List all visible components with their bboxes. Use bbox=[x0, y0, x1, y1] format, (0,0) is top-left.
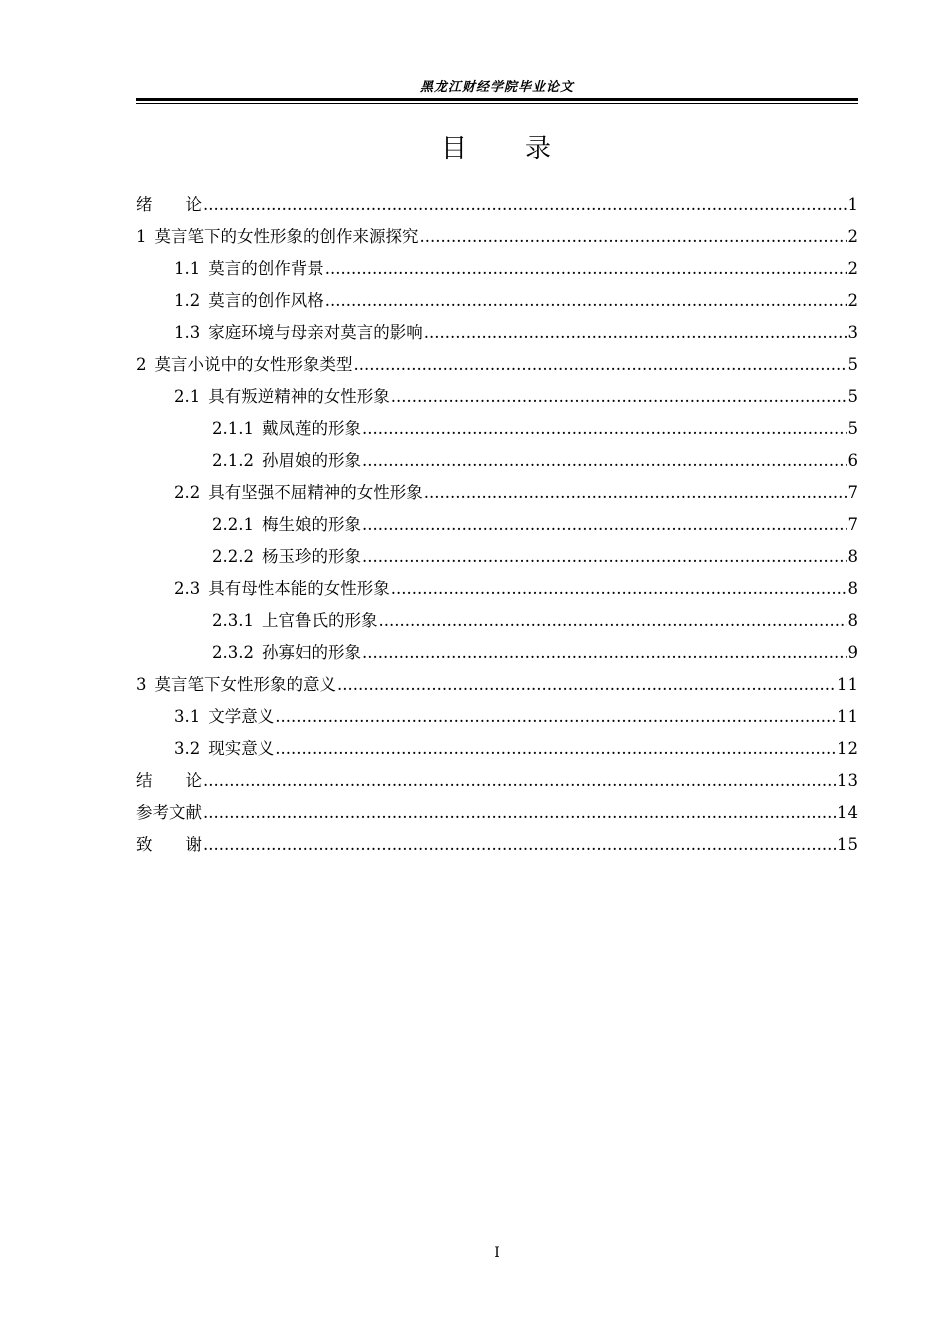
toc-entry[interactable] bbox=[136, 352, 858, 384]
toc-entry-title: 莫言的创作风格 bbox=[208, 291, 324, 310]
toc-list bbox=[136, 192, 858, 864]
toc-dot-leader bbox=[203, 192, 847, 218]
toc-entry[interactable] bbox=[136, 576, 858, 608]
toc-entry-title: 梅生娘的形象 bbox=[261, 515, 361, 534]
toc-dot-leader bbox=[362, 448, 847, 474]
toc-dot-leader bbox=[378, 608, 846, 634]
toc-entry-number: 2.2.2 bbox=[212, 547, 254, 566]
toc-title: 目 录 bbox=[440, 134, 553, 164]
toc-dot-leader bbox=[424, 480, 847, 506]
toc-dot-leader bbox=[337, 672, 836, 698]
toc-entry-page: 12 bbox=[837, 739, 858, 758]
toc-entry[interactable] bbox=[136, 704, 858, 736]
toc-entry-number: 2.1.2 bbox=[212, 451, 254, 470]
toc-entry-title: 孙寡妇的形象 bbox=[261, 643, 361, 662]
header-rule-thick bbox=[136, 98, 858, 101]
toc-entry-number: 3 bbox=[136, 675, 147, 694]
toc-entry[interactable] bbox=[136, 800, 858, 832]
toc-entry-page: 7 bbox=[847, 483, 858, 502]
toc-entry-number: 2.2.1 bbox=[212, 515, 254, 534]
toc-entry-page: 11 bbox=[837, 675, 858, 694]
toc-entry-title: 莫言笔下的女性形象的创作来源探究 bbox=[154, 227, 419, 246]
toc-entry-page: 8 bbox=[847, 611, 858, 630]
toc-dot-leader bbox=[424, 320, 847, 346]
toc-entry-number: 1.3 bbox=[174, 323, 201, 342]
toc-entry[interactable] bbox=[136, 320, 858, 352]
toc-dot-leader bbox=[362, 416, 847, 442]
toc-entry-title: 具有叛逆精神的女性形象 bbox=[208, 387, 390, 406]
toc-dot-leader bbox=[391, 384, 847, 410]
toc-entry-page: 7 bbox=[847, 515, 858, 534]
toc-entry-page: 5 bbox=[847, 387, 858, 406]
toc-entry-number: 2.1.1 bbox=[212, 419, 254, 438]
toc-entry-page: 2 bbox=[847, 259, 858, 278]
toc-entry-page: 15 bbox=[837, 835, 858, 854]
toc-entry-title: 结 论 bbox=[136, 771, 202, 790]
toc-dot-leader bbox=[203, 768, 836, 794]
toc-dot-leader bbox=[362, 640, 847, 666]
toc-entry-page: 2 bbox=[847, 227, 858, 246]
toc-entry-title: 杨玉珍的形象 bbox=[261, 547, 361, 566]
toc-dot-leader bbox=[420, 224, 847, 250]
toc-entry-number: 2.3 bbox=[174, 579, 201, 598]
toc-entry-title: 具有坚强不屈精神的女性形象 bbox=[208, 483, 423, 502]
toc-dot-leader bbox=[275, 704, 836, 730]
toc-entry-title: 上官鲁氏的形象 bbox=[261, 611, 378, 630]
toc-entry-title: 具有母性本能的女性形象 bbox=[208, 579, 390, 598]
toc-entry-number: 1 bbox=[136, 227, 147, 246]
toc-entry-title: 绪 论 bbox=[136, 195, 202, 214]
toc-entry[interactable] bbox=[136, 384, 858, 416]
toc-entry[interactable] bbox=[136, 640, 858, 672]
toc-entry-title: 家庭环境与母亲对莫言的影响 bbox=[208, 323, 423, 342]
toc-entry[interactable] bbox=[136, 256, 858, 288]
toc-entry-title: 现实意义 bbox=[208, 739, 275, 758]
toc-entry-number: 3.1 bbox=[174, 707, 201, 726]
toc-dot-leader bbox=[203, 832, 836, 858]
toc-entry[interactable] bbox=[136, 192, 858, 224]
toc-dot-leader bbox=[325, 256, 847, 282]
toc-dot-leader bbox=[275, 736, 836, 762]
toc-entry-number: 2.1 bbox=[174, 387, 201, 406]
toc-entry-title: 参考文献 bbox=[136, 803, 202, 822]
toc-entry[interactable] bbox=[136, 608, 858, 640]
toc-dot-leader bbox=[362, 544, 847, 570]
toc-entry-title: 戴凤莲的形象 bbox=[261, 419, 361, 438]
toc-entry-page: 2 bbox=[847, 291, 858, 310]
toc-entry-number: 2.3.2 bbox=[212, 643, 254, 662]
toc-entry[interactable] bbox=[136, 480, 858, 512]
toc-entry-page: 1 bbox=[847, 195, 858, 214]
toc-entry[interactable] bbox=[136, 544, 858, 576]
toc-entry-page: 14 bbox=[837, 803, 858, 822]
toc-entry[interactable] bbox=[136, 288, 858, 320]
footer-page-number: I bbox=[494, 1245, 500, 1261]
toc-entry-title: 莫言的创作背景 bbox=[208, 259, 324, 278]
toc-entry-page: 8 bbox=[847, 547, 858, 566]
toc-entry-number: 1.2 bbox=[174, 291, 201, 310]
toc-entry[interactable] bbox=[136, 448, 858, 480]
toc-entry-page: 5 bbox=[847, 419, 858, 438]
toc-dot-leader bbox=[362, 512, 847, 538]
toc-dot-leader bbox=[391, 576, 847, 602]
toc-entry-page: 3 bbox=[847, 323, 858, 342]
toc-entry-number: 2.3.1 bbox=[212, 611, 254, 630]
toc-entry-title: 莫言笔下女性形象的意义 bbox=[154, 675, 336, 694]
toc-entry[interactable] bbox=[136, 224, 858, 256]
toc-entry[interactable] bbox=[136, 416, 858, 448]
toc-entry-title: 莫言小说中的女性形象类型 bbox=[154, 355, 353, 374]
toc-entry-title: 致 谢 bbox=[136, 835, 202, 854]
toc-entry[interactable] bbox=[136, 672, 858, 704]
toc-dot-leader bbox=[325, 288, 847, 314]
toc-entry-title: 文学意义 bbox=[208, 707, 275, 726]
toc-entry-number: 3.2 bbox=[174, 739, 201, 758]
toc-entry-page: 6 bbox=[847, 451, 858, 470]
toc-entry[interactable] bbox=[136, 736, 858, 768]
toc-entry-page: 5 bbox=[847, 355, 858, 374]
toc-entry-page: 11 bbox=[837, 707, 858, 726]
toc-entry-number: 2 bbox=[136, 355, 147, 374]
toc-entry-number: 1.1 bbox=[174, 259, 201, 278]
toc-entry-title: 孙眉娘的形象 bbox=[261, 451, 361, 470]
header-rule-thin bbox=[136, 103, 858, 104]
toc-entry[interactable] bbox=[136, 768, 858, 800]
toc-entry-page: 8 bbox=[847, 579, 858, 598]
toc-entry-number: 2.2 bbox=[174, 483, 201, 502]
toc-entry-page: 13 bbox=[837, 771, 858, 790]
page-header: 黑龙江财经学院毕业论文 bbox=[419, 80, 574, 95]
toc-entry[interactable] bbox=[136, 512, 858, 544]
toc-entry-page: 9 bbox=[847, 643, 858, 662]
toc-dot-leader bbox=[203, 800, 836, 826]
toc-dot-leader bbox=[354, 352, 847, 378]
toc-entry[interactable] bbox=[136, 832, 858, 864]
